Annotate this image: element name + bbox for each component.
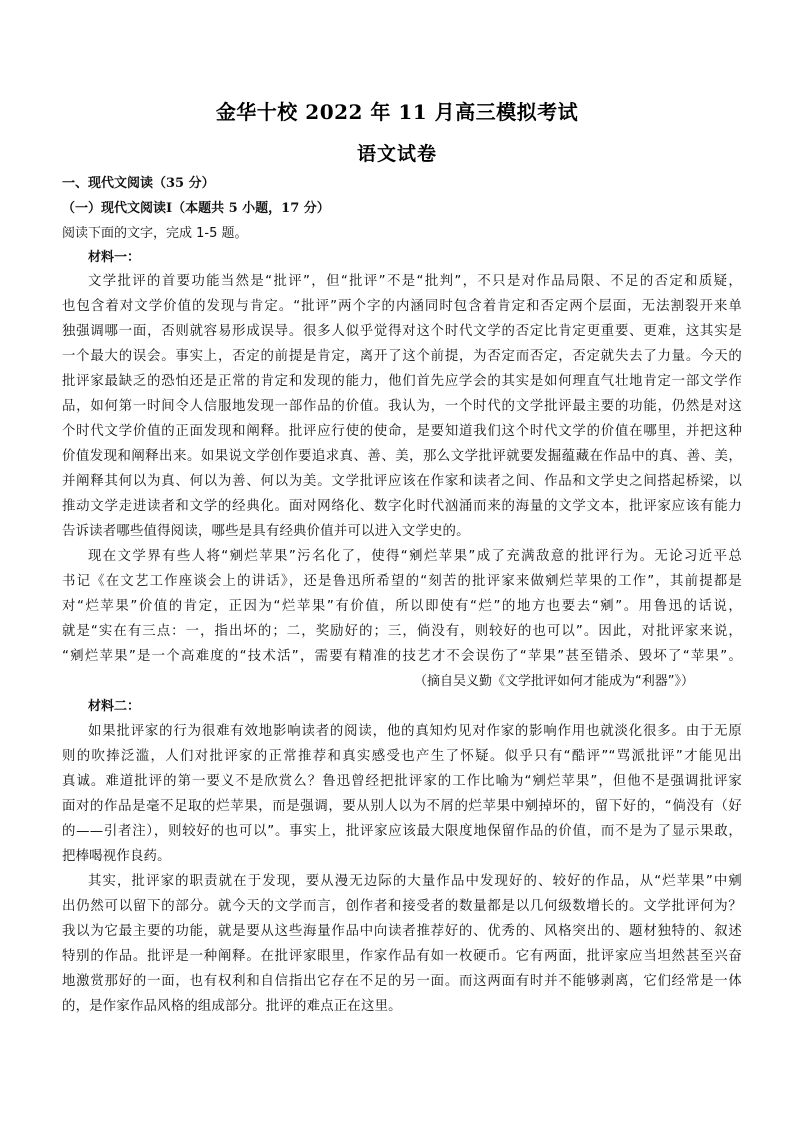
material-1-line: 独强调哪一面，否则就容易形成误导。很多人似乎觉得对这个时代文学的否定比肯定更重要、更难，这其实是 — [62, 324, 742, 339]
material-2-p2-line: 特别的作品。批评是一种阐释。在批评家眼里，作家作品有如一枚硬币。它有两面，批评家应当坦然甚至兴奋 — [62, 949, 742, 964]
material-2-line: 如果批评家的行为很难有效地影响读者的阅读，他的真知灼见对作家的影响作用也就淡化很多。由于无原 — [88, 724, 742, 739]
material-1-line: 价值发现和阐释出来。如果说文学创作要追求真、善、美，那么文学批评就要发掘蕴藏在作品中的真、善、美， — [62, 449, 742, 464]
material-2-p2-line: 出仍然可以留下的部分。就今天的文学而言，创作者和接受者的数量都是以几何级数增长的。文学批评何为？ — [62, 899, 742, 914]
material-2-line: 真诚。难道批评的第一要义不是欣赏么？鲁迅曾经把批评家的工作比喻为“剜烂苹果”，但他不是强调批评家 — [62, 774, 742, 789]
section-heading: 一、现代文阅读（35 分） — [62, 176, 215, 191]
material-1-label: 材料一： — [88, 250, 141, 265]
material-2-p2-line: 我以为它最主要的功能，就是要从这些海量作品中向读者推荐好的、优秀的、风格突出的、题材独特的、叙述 — [62, 924, 742, 939]
material-1-line: 文学批评的首要功能当然是“批评”，但“批评”不是“批判”，不只是对作品局限、不足的否定和质疑， — [88, 274, 742, 289]
material-1-p2-line: 对“烂苹果”价值的肯定，正因为“烂苹果”有价值，所以即使有“烂”的地方也要去“剜”。用鲁迅的话说， — [62, 599, 742, 614]
material-2-p2-line: 地激赏那好的一面，也有权利和自信指出它存在不足的另一面。而这两面有时并不能够剥离，它们经常是一体 — [62, 974, 742, 989]
material-1-line: 一个最大的误会。事实上，否定的前提是肯定，离开了这个前提，为否定而否定，否定就失去了力量。今天的 — [62, 349, 742, 364]
material-2-p2-line: 的，是作家作品风格的组成部分。批评的难点正在这里。 — [62, 999, 402, 1014]
material-2-line: 面对的作品是毫不足取的烂苹果，而是强调，要从别人以为不屑的烂苹果中剜掉坏的，留下好的，“倘没有（好 — [62, 799, 742, 814]
material-1-line: 个时代文学价值的正面发现和阐释。批评应行使的使命，是要知道我们这个时代文学的价值在哪里，并把这种 — [62, 424, 742, 439]
material-1-source: （摘自吴义勤《文学批评如何才能成为“利器”》） — [414, 674, 694, 689]
material-1-line: 品，如何第一时间令人信服地发现一部作品的价值。我认为，一个时代的文学批评最主要的功能，仍然是对这 — [62, 399, 742, 414]
exam-subtitle: 语文试卷 — [356, 143, 437, 165]
material-1-line: 并阐释其何以为真、何以为善、何以为美。文学批评应该在作家和读者之间、作品和文学史之间搭起桥梁，以 — [62, 474, 742, 489]
section-subheading: （一）现代文阅读Ⅰ（本题共 5 小题，17 分） — [62, 201, 330, 216]
material-1-p2-line: 书记《在文艺工作座谈会上的讲话》，还是鲁迅所希望的“刻苦的批评家来做剜烂苹果的工作”，其前提都是 — [62, 574, 742, 589]
material-2-line: 则的吹捧泛滥，人们对批评家的正常推荐和真实感受也产生了怀疑。似乎只有“酷评”“骂派批评”才能见出 — [62, 749, 742, 764]
reading-instruction: 阅读下面的文字，完成 1-5 题。 — [62, 226, 248, 241]
material-1-p2-line: 就是“实在有三点：一，指出坏的；二，奖励好的；三，倘没有，则较好的也可以”。因此，对批评家来说， — [62, 624, 742, 639]
material-2-p2-line: 其实，批评家的职责就在于发现，要从漫无边际的大量作品中发现好的、较好的作品，从“烂苹果”中剜 — [88, 874, 742, 889]
material-1-line: 推动文学走进读者和文学的经典化。面对网络化、数字化时代汹涌而来的海量的文学文本，批评家应该有能力 — [62, 499, 742, 514]
material-1-line: 也包含着对文学价值的发现与肯定。“批评”两个字的内涵同时包含着肯定和否定两个层面，无法割裂开来单 — [62, 299, 742, 314]
material-1-line: 批评家最缺乏的恐怕还是正常的肯定和发现的能力，他们首先应学会的其实是如何理直气壮地肯定一部文学作 — [62, 374, 742, 389]
material-2-label: 材料二： — [88, 699, 141, 714]
material-1-line: 告诉读者哪些值得阅读，哪些是具有经典价值并可以进入文学史的。 — [62, 524, 470, 539]
material-2-line: 把棒喝视作良药。 — [62, 849, 171, 864]
material-1-p2-line: “剜烂苹果”是一个高难度的“技术活”，需要有精准的技艺才不会误伤了“苹果”甚至错杀、毁坏了“苹果”。 — [62, 649, 742, 664]
material-2-line: 的——引者注），则较好的也可以”。事实上，批评家应该最大限度地保留作品的价值，而不是为了显示果敢， — [62, 824, 742, 839]
material-1-p2-line: 现在文学界有些人将“剜烂苹果”污名化了，使得“剜烂苹果”成了充满敌意的批评行为。无论习近平总 — [88, 549, 742, 564]
exam-title: 金华十校 2022 年 11 月高三模拟考试 — [215, 100, 579, 124]
